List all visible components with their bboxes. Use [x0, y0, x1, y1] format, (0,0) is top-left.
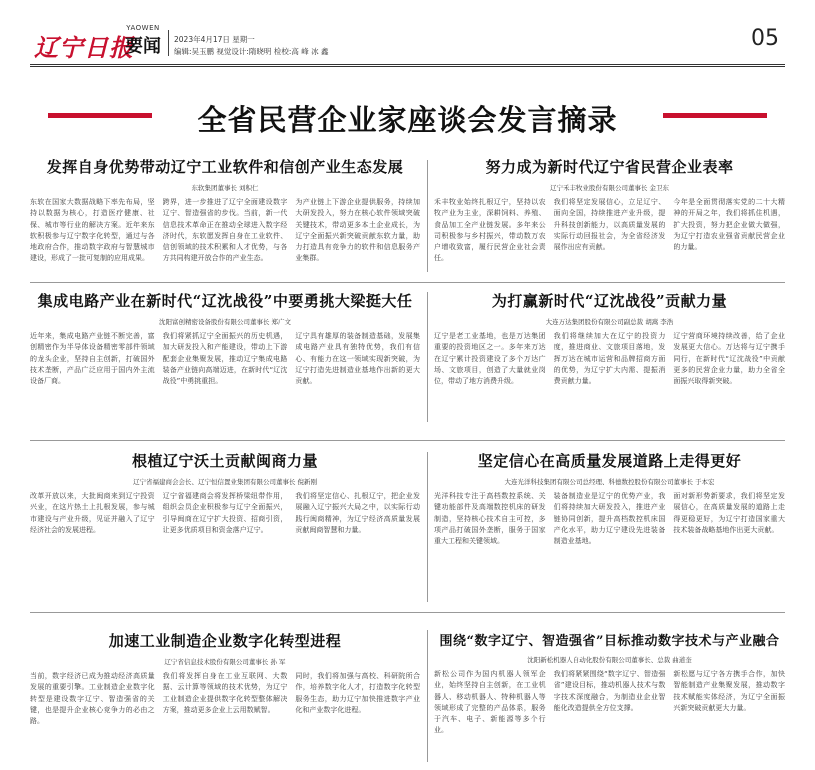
article-column: 辽宁是老工业基地，也是万达集团重要的投资地区之一。多年来万达在辽宁累计投资建设了多个万达广场、文旅项目，创造了大量就业岗位，带动了地方消费升级。	[434, 332, 546, 386]
article-3	[30, 290, 420, 440]
article-column: 我们将发挥自身在工业互联网、大数据、云计算等领域的技术优势，为辽宁工业制造企业提供数字化转型整体解决方案，推动更多企业上云用数赋智。	[162, 672, 288, 714]
masthead-divider	[168, 30, 169, 56]
section-chinese: 要闻	[125, 36, 161, 57]
article-column: 我们将坚定信心、扎根辽宁，把企业发展融入辽宁振兴大局之中，以实际行动践行闽商精神，为辽宁经济高质量发展贡献闽商智慧和力量。	[295, 492, 421, 534]
article-5	[30, 450, 420, 610]
article-title: 加速工业制造企业数字化转型进程	[108, 632, 342, 650]
banner-bar-left	[48, 113, 152, 118]
page-banner	[0, 96, 815, 136]
article-byline: 东软集团董事长 刘积仁	[191, 184, 259, 192]
article-column: 辽宁营商环境持续改善，给了企业发展更大信心。万达将与辽宁携手同行，在新时代“辽沈战役”中贡献更多的民营企业力量，助力全省全面振兴取得新突破。	[673, 332, 786, 386]
masthead-rule-thin	[30, 66, 785, 67]
page-number: 05	[751, 26, 779, 51]
article-byline: 辽宁禾丰牧业股份有限公司董事长 金卫东	[549, 184, 670, 192]
article-column: 同时，我们将加强与高校、科研院所合作，培养数字化人才，打造数字化转型服务生态，助力辽宁加快推进数字产业化和产业数字化进程。	[295, 672, 421, 714]
page-headline: 全省民营企业家座谈会发言摘录	[197, 103, 618, 137]
masthead	[0, 0, 815, 96]
article-column: 新松公司作为国内机器人领军企业，始终坚持自主创新，在工业机器人、移动机器人、特种机器人等领域形成了完整的产品体系，服务于汽车、电子、新能源等多个行业。	[434, 670, 546, 735]
article-column: 东软在国家大数据战略下率先布局，坚持以数据为核心，打造医疗健康、社保、城市等行业的解决方案。近年来东软积极参与辽宁数字化转型，通过与各地政府合作，推动数字政府与智慧城市建设，形成了一批可复制的应用成果。	[30, 198, 155, 263]
column-divider	[427, 630, 428, 762]
article-title: 围绕“数字辽宁、智造强省”目标推动数字技术与产业融合	[439, 634, 780, 649]
section-label	[120, 24, 166, 58]
article-column: 我们将紧抓辽宁全面振兴的历史机遇，加大研发投入和产能建设，带动上下游配套企业集聚发展，推动辽宁集成电路装备产业链向高端迈进，在新时代“辽沈战役”中勇挑重担。	[162, 332, 288, 386]
article-byline: 沈阳富创精密设备股份有限公司董事长 郑广文	[158, 318, 292, 326]
article-title: 坚定信心在高质量发展道路上走得更好	[477, 452, 742, 470]
article-column: 改革开放以来，大批闽商来到辽宁投资兴业，在这片热土上扎根发展，参与城市建设与产业升级，见证并融入了辽宁经济社会的发展进程。	[30, 492, 155, 534]
article-column: 为产业链上下游企业提供服务，持续加大研发投入，努力在核心软件领域突破关键技术，带动更多本土企业成长，为辽宁全面振兴新突破贡献东软力量，助力打造具有竞争力的软件和信息服务产业集群。	[295, 198, 421, 263]
banner-bar-right	[663, 113, 767, 118]
article-column: 面对新形势新要求，我们将坚定发展信心，在高质量发展的道路上走得更稳更好，为辽宁打造国家重大技术装备战略基地作出更大贡献。	[673, 492, 786, 534]
article-title: 为打赢新时代“辽沈战役”贡献力量	[491, 292, 728, 310]
article-column: 禾丰牧业始终扎根辽宁，坚持以农牧产业为主业，深耕饲料、养殖、食品加工全产业链发展。多年来公司积极参与乡村振兴，带动数万农户增收致富，履行民营企业社会责任。	[434, 198, 546, 263]
column-divider	[427, 160, 428, 272]
article-title: 发挥自身优势带动辽宁工业软件和信创产业生态发展	[46, 158, 404, 176]
article-6	[434, 450, 785, 610]
article-8	[434, 630, 785, 765]
article-2	[434, 156, 785, 280]
article-column: 辽宁省福建商会将发挥桥梁纽带作用，组织会员企业积极参与辽宁全面振兴，引导闽商在辽宁扩大投资、招商引资，让更多优质项目和资金落户辽宁。	[162, 492, 288, 534]
article-column: 我们将紧紧围绕“数字辽宁、智造强省”建设目标，推动机器人技术与数字技术深度融合，为制造业企业智能化改造提供全方位支撑。	[553, 670, 666, 712]
article-column: 近年来，集成电路产业链不断完善，富创精密作为半导体设备精密零部件领域的龙头企业，坚持自主创新，打破国外技术垄断，产品广泛应用于国内外主流设备厂商。	[30, 332, 155, 386]
issue-date: 2023年4月17日 星期一	[174, 35, 255, 44]
column-divider	[427, 292, 428, 422]
row-divider	[30, 440, 785, 441]
article-7	[30, 630, 420, 765]
article-title: 努力成为新时代辽宁省民营企业表率	[485, 158, 734, 176]
article-byline: 辽宁省福建商会会长、辽宁恒信置业集团有限公司董事长 倪新刚	[132, 478, 318, 486]
article-column: 装备制造业是辽宁的优势产业，我们将持续加大研发投入，推进产业链协同创新，提升高档数控机床国产化水平，助力辽宁建设先进装备制造业基地。	[553, 492, 666, 546]
article-column: 我们将坚定发展信心，立足辽宁、面向全国，持续推进产业升级，提升科技创新能力，以高质量发展的实际行动回报社会，为全省经济发展作出应有贡献。	[553, 198, 666, 252]
row-divider	[30, 282, 785, 283]
article-column: 新松愿与辽宁各方携手合作，加快智能制造产业集聚发展，推动数字技术赋能实体经济，为辽宁全面振兴新突破贡献更大力量。	[673, 670, 786, 712]
article-column: 光洋科技专注于高档数控系统、关键功能部件及高端数控机床的研发制造，坚持核心技术自主可控，多项产品打破国外垄断，服务于国家重大工程和关键领域。	[434, 492, 546, 546]
article-column: 跨界，进一步推进了辽宁全面建设数字辽宁、智造强省的步伐。当前，新一代信息技术革命正在推动全球进入数字经济时代，东软愿发挥自身在工业软件、信创领域的技术积累和人才优势，与各方共同构建开放合作的产业生态。	[162, 198, 288, 263]
article-4	[434, 290, 785, 440]
article-byline: 沈阳新松机器人自动化股份有限公司董事长、总裁 曲道奎	[527, 656, 692, 664]
article-column: 今年是全面贯彻落实党的二十大精神的开局之年，我们将抓住机遇，扩大投资，努力把企业做大做强，为辽宁打造农业强省贡献民营企业的力量。	[673, 198, 786, 252]
article-column: 当前，数字经济已成为推动经济高质量发展的重要引擎。工业制造企业数字化转型是建设数字辽宁、智造强省的关键，也是提升企业核心竞争力的必由之路。	[30, 672, 155, 726]
masthead-rule	[30, 64, 785, 65]
editorial-credits: 编辑:吴玉鹏 视觉设计:隋晓明 检校:高 峰 冰 鑫	[174, 47, 329, 56]
column-divider	[427, 452, 428, 602]
article-1	[30, 156, 420, 280]
article-byline: 大连光洋科技集团有限公司总经理、科德数控股份有限公司董事长 于本宏	[504, 478, 715, 486]
article-column: 我们将继续加大在辽宁的投资力度，推进商业、文旅项目落地，发挥万达在城市运营和品牌招商方面的优势，为辽宁扩大内需、提振消费贡献力量。	[553, 332, 666, 386]
section-english: YAOWEN	[126, 24, 160, 32]
article-title: 集成电路产业在新时代“辽沈战役”中要勇挑大梁挺大任	[37, 292, 413, 310]
newspaper-logo: 辽宁日报	[34, 33, 134, 62]
article-title: 根植辽宁沃土贡献闽商力量	[131, 452, 318, 470]
article-byline: 大连万达集团股份有限公司副总裁 胡嵩 李浩	[545, 318, 674, 326]
article-column: 辽宁具有雄厚的装备制造基础，发展集成电路产业具有独特优势，我们有信心、有能力在这一领域实现新突破，为辽宁打造先进制造业基地作出新的更大贡献。	[295, 332, 421, 386]
row-divider	[30, 612, 785, 613]
article-byline: 辽宁省信息技术股份有限公司董事长 孙 军	[164, 658, 286, 666]
